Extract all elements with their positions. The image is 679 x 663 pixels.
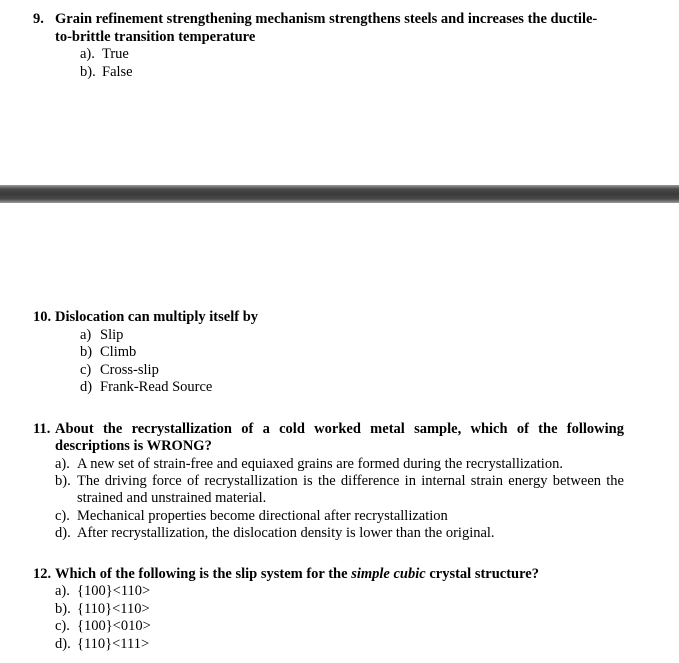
option-letter: d) [80, 379, 93, 395]
option-letter: c). [55, 508, 70, 524]
question-12-text-before: Which of the following is the slip system for the [55, 566, 352, 582]
question-9-number: 9. [33, 11, 44, 27]
option-letter: b). [55, 473, 71, 489]
option-text: The driving force of recrystallization is the difference in internal strain energy between the [77, 473, 624, 489]
question-9-line-1 [33, 11, 597, 28]
option-letter: b) [80, 344, 93, 360]
question-10-text: Dislocation can multiply itself by [55, 309, 259, 325]
option-text: Cross-slip [100, 362, 159, 378]
question-12-text-italic: simple cubic [351, 566, 426, 582]
question-10-option-b[interactable] [80, 344, 136, 361]
option-letter: b). [80, 64, 96, 80]
option-letter: c) [80, 362, 92, 378]
question-12-option-b[interactable] [55, 601, 150, 618]
option-text: {100}<010> [77, 618, 151, 634]
option-text: Frank-Read Source [100, 379, 213, 395]
question-11-option-a[interactable] [55, 456, 563, 473]
question-10-number: 10. [33, 309, 52, 325]
question-11-number: 11. [33, 421, 51, 437]
option-text-continued: strained and unstrained material. [77, 490, 267, 506]
document-page-top [0, 0, 679, 185]
option-text: Mechanical properties become directional after recrystallization [77, 508, 448, 524]
option-letter: a) [80, 327, 92, 343]
question-12-heading [33, 566, 539, 583]
option-text: False [102, 64, 133, 80]
question-10-option-a[interactable] [80, 327, 123, 344]
option-letter: a). [55, 583, 70, 599]
question-12-option-d[interactable] [55, 636, 149, 653]
page-separator [0, 185, 679, 203]
question-11-option-d[interactable] [55, 525, 495, 542]
question-9-option-b[interactable] [80, 64, 133, 81]
question-9-text-line-1: Grain refinement strengthening mechanism strengthens steels and increases the ductile- [55, 11, 598, 27]
option-letter: c). [55, 618, 70, 634]
option-letter: d). [55, 636, 71, 652]
option-text: {110}<110> [77, 601, 150, 617]
option-letter: d). [55, 525, 71, 541]
option-text: {110}<111> [77, 636, 150, 652]
question-9-option-a[interactable] [80, 46, 129, 63]
question-12-number: 12. [33, 566, 52, 582]
question-11-text-line-1: About the recrystallization of a cold worked metal sample, which of the following [55, 421, 624, 437]
option-text: A new set of strain-free and equiaxed grains are formed during the recrystallization. [77, 456, 563, 472]
option-letter: a). [80, 46, 95, 62]
option-text: Slip [100, 327, 124, 343]
question-11-line-1 [33, 421, 624, 438]
question-11-text-line-2: descriptions is WRONG? [55, 438, 212, 454]
question-12-option-c[interactable] [55, 618, 151, 635]
question-11-option-b[interactable] [55, 473, 624, 490]
document-page-bottom [0, 203, 679, 663]
question-11-option-b-line-2 [77, 490, 266, 507]
option-text: {100}<110> [77, 583, 151, 599]
question-10-heading [33, 309, 258, 326]
question-10-option-d[interactable] [80, 379, 212, 396]
question-12-option-a[interactable] [55, 583, 150, 600]
question-9-text-line-2: to-brittle transition temperature [55, 29, 256, 45]
question-12-text-after: crystal structure? [425, 566, 539, 582]
option-text: Climb [100, 344, 137, 360]
option-text: After recrystallization, the dislocation density is lower than the original. [77, 525, 495, 541]
option-letter: a). [55, 456, 70, 472]
option-letter: b). [55, 601, 71, 617]
question-10-option-c[interactable] [80, 362, 159, 379]
question-11-option-c[interactable] [55, 508, 448, 525]
option-text: True [102, 46, 129, 62]
